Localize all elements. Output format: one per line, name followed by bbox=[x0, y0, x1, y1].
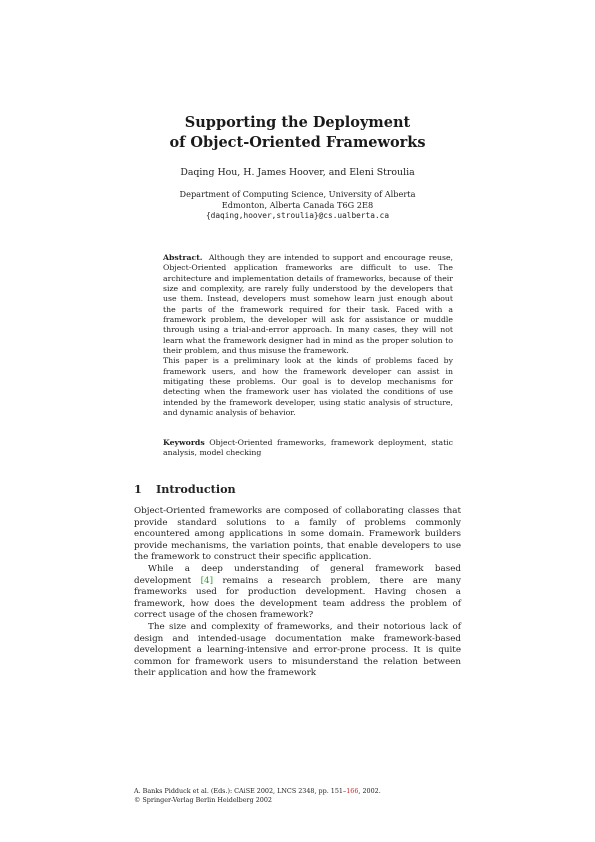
body-paragraph-3: The size and complexity of frameworks, and their notorious lack of design and intended-usage documentation make framework-based development a learning-intensive and error-prone process. It is quite common for framework users to misunderstand the relation between their application and how the framework bbox=[134, 621, 461, 679]
footer-line-1 bbox=[134, 787, 464, 796]
section-heading-introduction bbox=[134, 482, 236, 496]
footer-line-1-start: A. Banks Pidduck et al. (Eds.): CAiSE 2002, LNCS 2348, pp. 151– bbox=[134, 787, 347, 795]
affiliation-email: {daqing,hoover,stroulia}@cs.ualberta.ca bbox=[205, 210, 390, 220]
footer-page-link[interactable]: 166 bbox=[346, 787, 359, 795]
paper-title bbox=[0, 113, 595, 153]
citation-link-4[interactable]: [4] bbox=[200, 575, 214, 586]
abstract-text-1: Although they are intended to support and encourage reuse, Object-Oriented application frameworks are difficult to use. The architecture and implementation details of frameworks, because of their size and complexity, are rarely fully understood by the developers that use them. Instead, developers must somehow learn just enough about the parts of the framework required for their task. Faced with a framework problem, the developer will ask for assistance or muddle through using a trial-and-error approach. In many cases, they will not learn what the framework designer had in mind as the proper solution to their problem, and thus misuse the framework. bbox=[163, 253, 454, 356]
body-paragraph-1: Object-Oriented frameworks are composed of collaborating classes that provide standard solutions to a family of problems commonly encountered among applications in some domain. Framework builders provide mechanisms, the variation points, that enable developers to use the framework to construct their specific application. bbox=[134, 506, 461, 563]
abstract-label: Abstract. bbox=[163, 253, 203, 262]
author-list: Daqing Hou, H. James Hoover, and Eleni Stroulia bbox=[180, 167, 415, 178]
title-line-2: of Object-Oriented Frameworks bbox=[169, 134, 426, 151]
footer-line-1-end: , 2002. bbox=[358, 787, 381, 795]
introduction-body bbox=[134, 506, 461, 680]
abstract-paragraph-1 bbox=[163, 253, 453, 356]
keywords-text: Object-Oriented frameworks, framework deployment, static analysis, model checking bbox=[163, 438, 453, 458]
keywords bbox=[163, 438, 453, 459]
section-number: 1 bbox=[134, 482, 142, 496]
footer-citation bbox=[134, 787, 464, 804]
abstract bbox=[163, 253, 453, 419]
affiliation bbox=[0, 189, 595, 221]
body-paragraph-2-end: remains a research problem, there are many frameworks used for production development. Having chosen a framework, how does the development team address the problem of correct usage of the chosen framework? bbox=[134, 575, 461, 621]
body-paragraph-2 bbox=[134, 564, 461, 622]
keywords-label: Keywords bbox=[163, 438, 205, 447]
affiliation-address: Edmonton, Alberta Canada T6G 2E8 bbox=[221, 199, 374, 210]
affiliation-department: Department of Computing Science, University of Alberta bbox=[179, 189, 416, 199]
section-title: Introduction bbox=[156, 482, 236, 496]
abstract-paragraph-2: This paper is a preliminary look at the kinds of problems faced by framework users, and how the framework developer can assist in mitigating these problems. Our goal is to develop mechanisms for detecting when the framework user has violated the conditions of use intended by the framework developer, using static analysis of structure, and dynamic analysis of behavior. bbox=[163, 356, 453, 418]
footer-copyright: © Springer-Verlag Berlin Heidelberg 2002 bbox=[134, 795, 272, 804]
body-paragraph-2-start: While a deep understanding of general framework based development bbox=[134, 563, 461, 586]
title-line-1: Supporting the Deployment bbox=[184, 114, 411, 131]
